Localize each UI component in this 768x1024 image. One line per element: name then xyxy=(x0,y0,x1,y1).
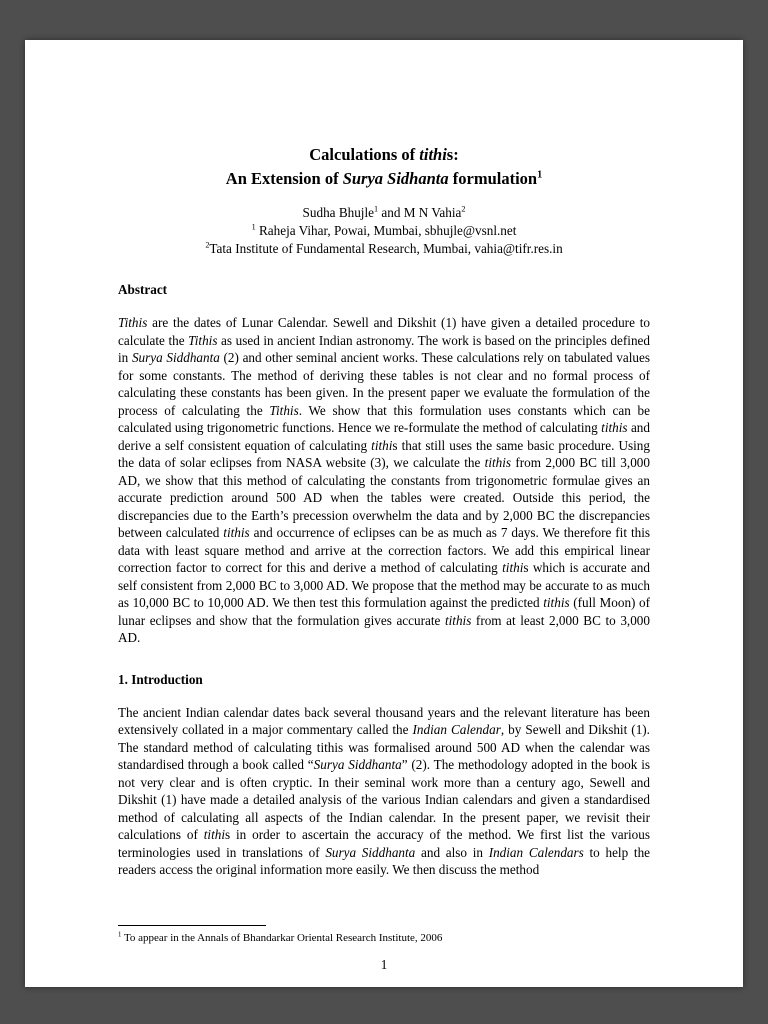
authors-line: Sudha Bhujle$^1$ and M N Vahia$^2$ xyxy=(302,204,466,220)
affiliation-1: $^1$ Raheja Vihar, Powai, Mumbai, sbhujle@vsnl.net xyxy=(251,222,517,238)
paper-title-line-1: Calculations of tithis: xyxy=(309,145,459,164)
page-number: 1 xyxy=(380,957,388,972)
footnote-area xyxy=(118,925,650,945)
affiliation-2: $^2$Tata Institute of Fundamental Research, Mumbai, vahia@tifr.res.in xyxy=(205,240,563,256)
document-page xyxy=(25,40,743,987)
introduction-heading: 1. Introduction xyxy=(118,671,203,687)
paper-title-line-2: An Extension of Surya Sidhanta formulation$^1$ xyxy=(225,169,543,188)
abstract-heading: Abstract xyxy=(118,282,168,297)
introduction-paragraph: The ancient Indian calendar dates back several thousand years and the relevant literature has been extensively collated in a major commentary called the Indian Calendar, by Sewell and Dikshit (1). The standard method of calculating tithis was formalised around 500 AD when the calendar was standardised through a book called “Surya Siddhanta” (2). The methodology adopted in the book is not very clear and is often cryptic. In their seminal work more than a century ago, Sewell and Dikshit (1) have made a detailed analysis of the various Indian calendars and given a standardised method of calculating all aspects of the Indian calendar. In the present paper, we revisit their calculations of tithis in order to ascertain the accuracy of the method. We first list the various terminologies used in translations of Surya Siddhanta and also in Indian Calendars to help the readers access the original information more easily. We then discuss the method xyxy=(118,704,651,877)
footnote-text: $^1$ To appear in the Annals of Bhandarkar Oriental Research Institute, 2006 xyxy=(118,931,443,944)
footnote-divider xyxy=(118,925,266,926)
paper-title xyxy=(118,143,650,191)
abstract-paragraph: Tithis are the dates of Lunar Calendar. Sewell and Dikshit (1) have given a detailed procedure to calculate the Tithis as used in ancient Indian astronomy. The work is based on the principles defined in Surya Siddhanta (2) and other seminal ancient works. These calculations rely on tabulated values for some constants. The method of deriving these tables is not clear and no formal process of calculating these constants has been given. In the present paper we evaluate the formulation of the process of calculating the Tithis. We show that this formulation uses constants which can be calculated using trigonometric functions. Hence we re-formulate the method of calculating tithis and derive a self consistent equation of calculating tithis that still uses the same basic procedure. Using the data of solar eclipses from NASA website (3), we calculate the tithis from 2,000 BC till 3,000 AD, we show that this method of calculating the constants from trigonometric formulae gives an accurate prediction around 500 AD when the tables were created. Outside this period, the discrepancies due to the Earth’s precession overwhelm the data and by 2,000 BC the discrepancies between calculated tithis and occurrence of eclipses can be as much as 7 days. We therefore fit this data with least square method and arrive at the correction factors. We add this empirical linear correction factor to correct for this and derive a method of calculating tithis which is accurate and self consistent from 2,000 BC to 3,000 AD. We propose that the method may be accurate to as much as 10,000 BC to 10,000 AD. We then test this formulation against the predicted tithis (full Moon) of lunar eclipses and show that the formulation gives accurate tithis from at least 2,000 BC to 3,000 AD. xyxy=(118,315,651,645)
